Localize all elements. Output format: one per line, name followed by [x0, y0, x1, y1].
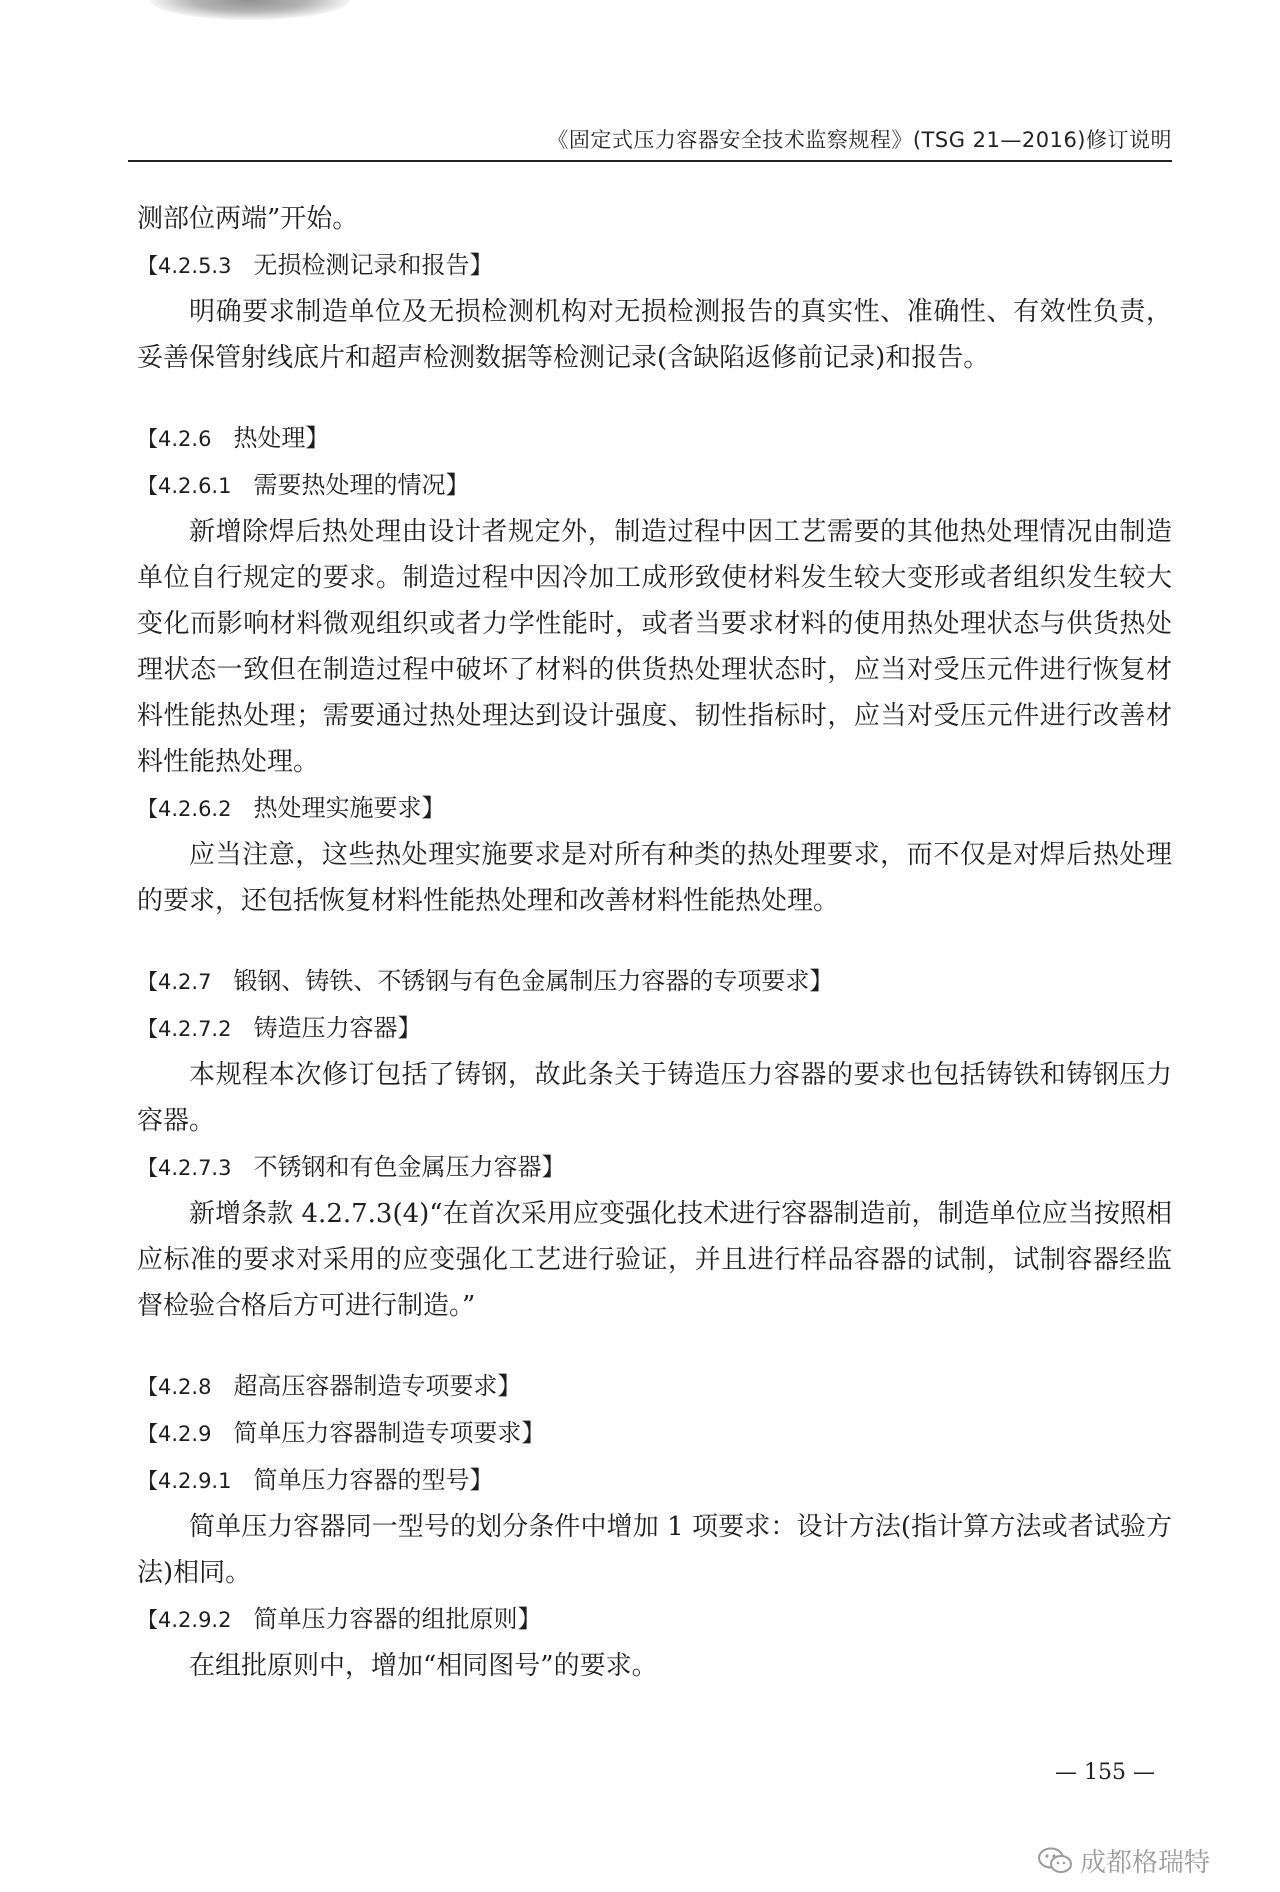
section-title: 锻钢、铸铁、不锈钢与有色金属制压力容器的专项要求】	[233, 967, 834, 995]
section-title: 热处理】	[233, 424, 330, 452]
paragraph-4-2-6-2: 应当注意，这些热处理实施要求是对所有种类的热处理要求，而不仅是对焊后热处理的要求，还包括恢复材料性能热处理和改善材料性能热处理。	[137, 840, 1172, 916]
section-4-2-6-1-heading	[137, 462, 1172, 509]
section-number: 【4.2.6.1	[137, 474, 232, 498]
paragraph-4-2-6-1: 新增除焊后热处理由设计者规定外，制造过程中因工艺需要的其他热处理情况由制造单位自行规定的要求。制造过程中因冷加工成形致使材料发生较大变形或者组织发生较大变化而影响材料微观组织或者力学性能时，或者当要求材料的使用热处理状态与供货热处理状态一致但在制造过程中破坏了材料的供货热处理状态时，应当对受压元件进行恢复材料性能热处理；需要通过热处理达到设计强度、韧性指标时，应当对受压元件进行改善材料性能热处理。	[137, 517, 1172, 777]
paragraph-4-2-9-1: 简单压力容器同一型号的划分条件中增加 1 项要求：设计方法(指计算方法或者试验方法)相同。	[137, 1512, 1172, 1588]
section-number: 【4.2.7	[137, 970, 212, 994]
paragraph-4-2-7-2: 本规程本次修订包括了铸钢，故此条关于铸造压力容器的要求也包括铸铁和铸钢压力容器。	[137, 1060, 1172, 1136]
header-rule	[128, 160, 1172, 162]
section-4-2-6-heading	[137, 415, 1172, 462]
section-4-2-9-1-heading	[137, 1457, 1172, 1504]
paragraph-4-2-9-2: 在组批原则中，增加“相同图号”的要求。	[189, 1651, 658, 1681]
section-number: 【4.2.9	[137, 1422, 212, 1446]
section-title: 热处理实施要求】	[253, 794, 446, 822]
section-title: 简单压力容器制造专项要求】	[233, 1419, 546, 1447]
watermark-text: 成都格瑞特	[1079, 1848, 1210, 1878]
section-number: 【4.2.8	[137, 1375, 212, 1399]
watermark	[1038, 1842, 1210, 1879]
section-number: 【4.2.5.3	[137, 254, 232, 278]
section-number: 【4.2.6.2	[137, 797, 232, 821]
section-title: 铸造压力容器】	[253, 1014, 422, 1042]
section-4-2-9-2-heading	[137, 1596, 1172, 1643]
section-number: 【4.2.7.2	[137, 1017, 232, 1041]
paragraph-4-2-5-3: 明确要求制造单位及无损检测机构对无损检测报告的真实性、准确性、有效性负责，妥善保管射线底片和超声检测数据等检测记录(含缺陷返修前记录)和报告。	[137, 297, 1172, 373]
section-title: 无损检测记录和报告】	[253, 251, 494, 279]
section-title: 超高压容器制造专项要求】	[233, 1372, 522, 1400]
section-4-2-7-3-heading	[137, 1144, 1172, 1191]
paragraph-4-2-7-3: 新增条款 4.2.7.3(4)“在首次采用应变强化技术进行容器制造前，制造单位应当按照相应标准的要求对采用的应变强化工艺进行验证，并且进行样品容器的试制，试制容器经监督检验合格后方可进行制造。”	[137, 1199, 1172, 1321]
section-title: 需要热处理的情况】	[253, 471, 470, 499]
section-number: 【4.2.7.3	[137, 1156, 232, 1180]
section-4-2-7-2-heading	[137, 1005, 1172, 1052]
paragraph-continued: 测部位两端”开始。	[137, 204, 359, 234]
section-number: 【4.2.9.2	[137, 1608, 232, 1632]
section-number: 【4.2.6	[137, 427, 212, 451]
section-4-2-8-heading	[137, 1363, 1172, 1410]
running-header: 《固定式压力容器安全技术监察规程》(TSG 21—2016)修订说明	[547, 128, 1172, 152]
section-4-2-5-3-heading	[137, 242, 1172, 289]
section-4-2-7-heading	[137, 958, 1172, 1005]
section-number: 【4.2.9.1	[137, 1469, 232, 1493]
scan-smudge	[150, 0, 350, 20]
page-body	[137, 196, 1172, 1689]
section-4-2-6-2-heading	[137, 785, 1172, 832]
section-title: 简单压力容器的型号】	[253, 1466, 494, 1494]
wechat-icon	[1038, 1847, 1072, 1875]
section-4-2-9-heading	[137, 1410, 1172, 1457]
page-number: — 155 —	[1055, 1760, 1155, 1785]
section-title: 简单压力容器的组批原则】	[253, 1605, 542, 1633]
section-title: 不锈钢和有色金属压力容器】	[253, 1153, 566, 1181]
